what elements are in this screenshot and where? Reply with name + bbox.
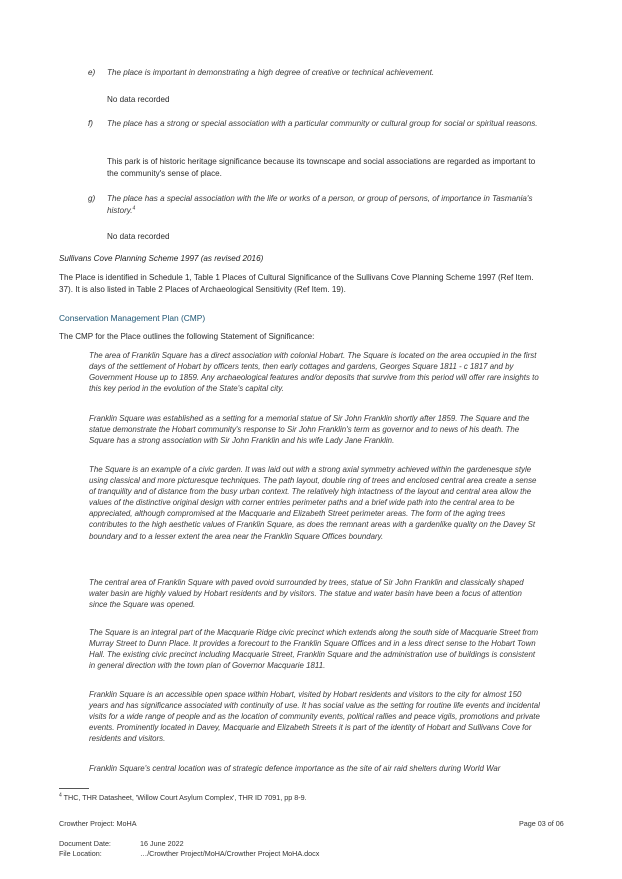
criterion-e (88, 67, 543, 79)
criterion-label: e) (88, 68, 96, 77)
footer-project: Crowther Project: MoHA (59, 819, 137, 828)
quote-paragraph: The central area of Franklin Square with paved ovoid surrounded by trees, statue of Sir John Franklin and classically shaped water basin are highly valued by Hobart residents and by visitors. The statue and water basin have been a focus of attention since the Square was opened. (89, 578, 524, 610)
footnote-ref[interactable]: 4 (132, 204, 136, 211)
criterion-g (88, 193, 543, 216)
footnote-separator (59, 788, 89, 789)
criterion-text: The place has a strong or special association with a particular community or cultural group for social or spiritual reasons. (107, 119, 538, 128)
planning-heading: Sullivans Cove Planning Scheme 1997 (as revised 2016) (59, 254, 264, 263)
criterion-g-text: The place has a special association with the life or works of a person, or group of persons, of importance in Tasmania's history. (107, 194, 533, 215)
cmp-intro: The CMP for the Place outlines the following Statement of Significance: (59, 332, 315, 341)
criterion-label: f) (88, 119, 93, 128)
criterion-g-response: No data recorded (107, 232, 170, 241)
footnote-number: 4 (59, 792, 62, 799)
criterion-f (88, 118, 543, 130)
footer-page-number: Page 03 of 06 (519, 819, 564, 828)
criterion-e-response: No data recorded (107, 95, 170, 104)
footnote-text: THC, THR Datasheet, 'Willow Court Asylum Complex', THR ID 7091, pp 8-9. (63, 793, 307, 802)
quote-paragraph: The area of Franklin Square has a direct association with colonial Hobart. The Square is located on the area occupied in the first days of the settlement of Hobart by officers tents, then early cottages and gardens, Georges Square 1811 - c 1817 and by Government House up to 1859. Any archaeological features and/or deposits that survive from this period will offer rare insights to this key period in the evolution of the State's capital city. (89, 351, 539, 394)
footnote (59, 793, 307, 803)
criterion-text: The place is important in demonstrating a high degree of creative or technical achievement. (107, 68, 435, 77)
quote-paragraph: Franklin Square was established as a setting for a memorial statue of Sir John Franklin shortly after 1859. The Square and the statue demonstrate the Hobart community's response to Sir John Franklin's term as governor and to news of his death. The Square has a strong association with Sir John Franklin and his wife Lady Jane Franklin. (89, 414, 530, 446)
criterion-text (107, 193, 543, 216)
criterion-label: g) (88, 194, 96, 203)
footer-location-value: …/Crowther Project/MoHA/Crowther Project MoHA.docx (140, 849, 320, 858)
quote-paragraph: The Square is an example of a civic garden. It was laid out with a strong axial symmetry achieved within the gardenesque style using classical and more picturesque techniques. The path layout, double ring of trees and enclosed central area create a sense of tranquility and of distance from the busy urban context. The relatively high intactness of the layout and central area allow the values of the distinctive original design with corner entries perimeter paths and a brief wide path into the central area to be appreciated, although compromised at the Macquarie and Elizabeth Street perimeter areas. The form of the aging trees contributes to the high aesthetic values of Franklin Square, as does the remnant areas with a gardenlike quality on the Davey St boundary and to a lesser extent the area near the Franklin Square Offices boundary. (89, 465, 537, 541)
planning-text: The Place is identified in Schedule 1, Table 1 Places of Cultural Significance of the Sullivans Cove Planning Scheme 1997 (Ref Item. 37). It is also listed in Table 2 Places of Archaeological Sensitivity (Ref Item. 19). (59, 273, 534, 294)
footer-date-label: Document Date: (59, 839, 111, 848)
quote-paragraph: The Square is an integral part of the Macquarie Ridge civic precinct which extends along the south side of Macquarie Street from Murray Street to Dunn Place. It provides a forecourt to the Franklin Square Offices and in a less direct sense to the Hobart Town Hall. The existing civic precinct including Macquarie Street, Franklin Square and the administration use of buildings is consistent in general direction with the town plan of Governor Macquarie 1811. (89, 628, 539, 671)
footer-location-label: File Location: (59, 849, 102, 858)
quote-paragraph: Franklin Square's central location was of strategic defence importance as the site of air raid shelters during World War (89, 764, 501, 773)
cmp-heading: Conservation Management Plan (CMP) (59, 313, 206, 323)
criterion-f-response: This park is of historic heritage significance because its townscape and social associations are regarded as important to the community's sense of place. (107, 157, 536, 178)
footer-date-value: 16 June 2022 (140, 839, 184, 848)
quote-paragraph: Franklin Square is an accessible open space within Hobart, visited by Hobart residents and visitors to the city for almost 150 years and has significance associated with continuity of use. It has social value as the setting for routine life events and incidental visits for a wide range of people and as the location of community events, political rallies and peace vigils, promotions and private events. Prominently located in Davey, Macquarie and Elizabeth Streets it is part of the identity of Hobart and Sullivans Cove for residents and visitors. (89, 690, 540, 744)
